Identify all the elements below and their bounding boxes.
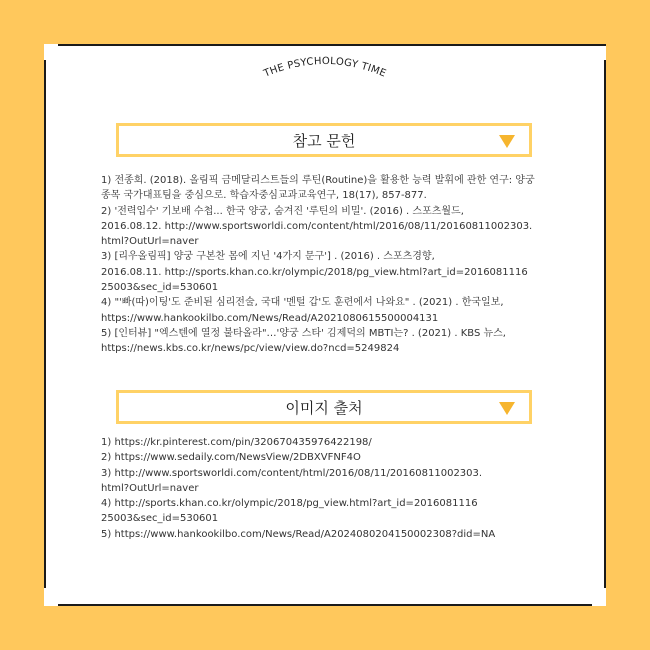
image-sources-list <box>101 435 551 542</box>
list-item: https://www.hankookilbo.com/News/Read/A2021080615500004131 <box>101 312 439 324</box>
list-item: 5) https://www.hankookilbo.com/News/Read/A2024080204150002308?did=NA <box>101 528 496 540</box>
list-item: https://news.kbs.co.kr/news/pc/view/view.do?ncd=5249824 <box>101 343 400 355</box>
frame-right-line <box>604 60 606 588</box>
frame-left-line <box>44 60 46 588</box>
list-item: 3) http://www.sportsworldi.com/content/html/2016/08/11/20160811002303. <box>101 467 483 479</box>
list-item: 4) "'빠(따)이팅'도 준비된 심리전술, 국대 '멘털 갑'도 훈련에서 나와요" . (2021) . 한국일보, <box>101 297 504 309</box>
brand-arc-title <box>245 48 405 88</box>
list-item: 3) [리우올림픽] 양궁 구본찬 몸에 지닌 '4가지 문구'] . (2016) . 스포츠경향, <box>101 251 435 263</box>
dropdown-triangle-icon[interactable] <box>499 135 515 148</box>
list-item: 2016.08.12. http://www.sportsworldi.com/content/html/2016/08/11/20160811002303. <box>101 220 533 232</box>
image-sources-header[interactable] <box>116 390 532 424</box>
references-list <box>101 173 551 357</box>
references-header[interactable] <box>116 123 532 157</box>
references-title: 참고 문헌 <box>292 131 356 150</box>
list-item: 1) 전종희. (2018). 올림픽 금메달리스트들의 루틴(Routine)을 활용한 능력 발휘에 관한 연구: 양궁 <box>101 175 535 186</box>
list-item: 4) http://sports.khan.co.kr/olympic/2018/pg_view.html?art_id=2016081116 <box>101 498 478 510</box>
frame-top-line <box>58 44 606 46</box>
brand-text: THE PSYCHOLOGY TIME <box>262 55 388 80</box>
list-item: 2) '전력입수' 기보배 수첩... 한국 양궁, 숨겨진 '루틴의 비밀'. (2016) . 스포츠월드, <box>101 205 464 217</box>
list-item: 5) [인터뷰] "엑스텐에 열정 불타올라"…'양궁 스타' 김제덕의 MBTI는? . (2021) . KBS 뉴스, <box>101 327 506 339</box>
list-item: 25003&sec_id=530601 <box>101 282 219 294</box>
list-item: 1) https://kr.pinterest.com/pin/320670435976422198/ <box>101 437 372 448</box>
list-item: 2) https://www.sedaily.com/NewsView/2DBXVFNF4O <box>101 452 361 464</box>
image-sources-title: 이미지 출처 <box>285 398 363 417</box>
list-item: 2016.08.11. http://sports.khan.co.kr/olympic/2018/pg_view.html?art_id=2016081116 <box>101 266 528 278</box>
dropdown-triangle-icon[interactable] <box>499 402 515 415</box>
frame-bottom-line <box>58 604 592 606</box>
list-item: 25003&sec_id=530601 <box>101 513 219 525</box>
list-item: html?OutUrl=naver <box>101 236 199 248</box>
list-item: 종목 국가대표팀을 중심으로. 학습자중심교과교육연구, 18(17), 857-877. <box>101 190 427 202</box>
list-item: html?OutUrl=naver <box>101 482 199 494</box>
